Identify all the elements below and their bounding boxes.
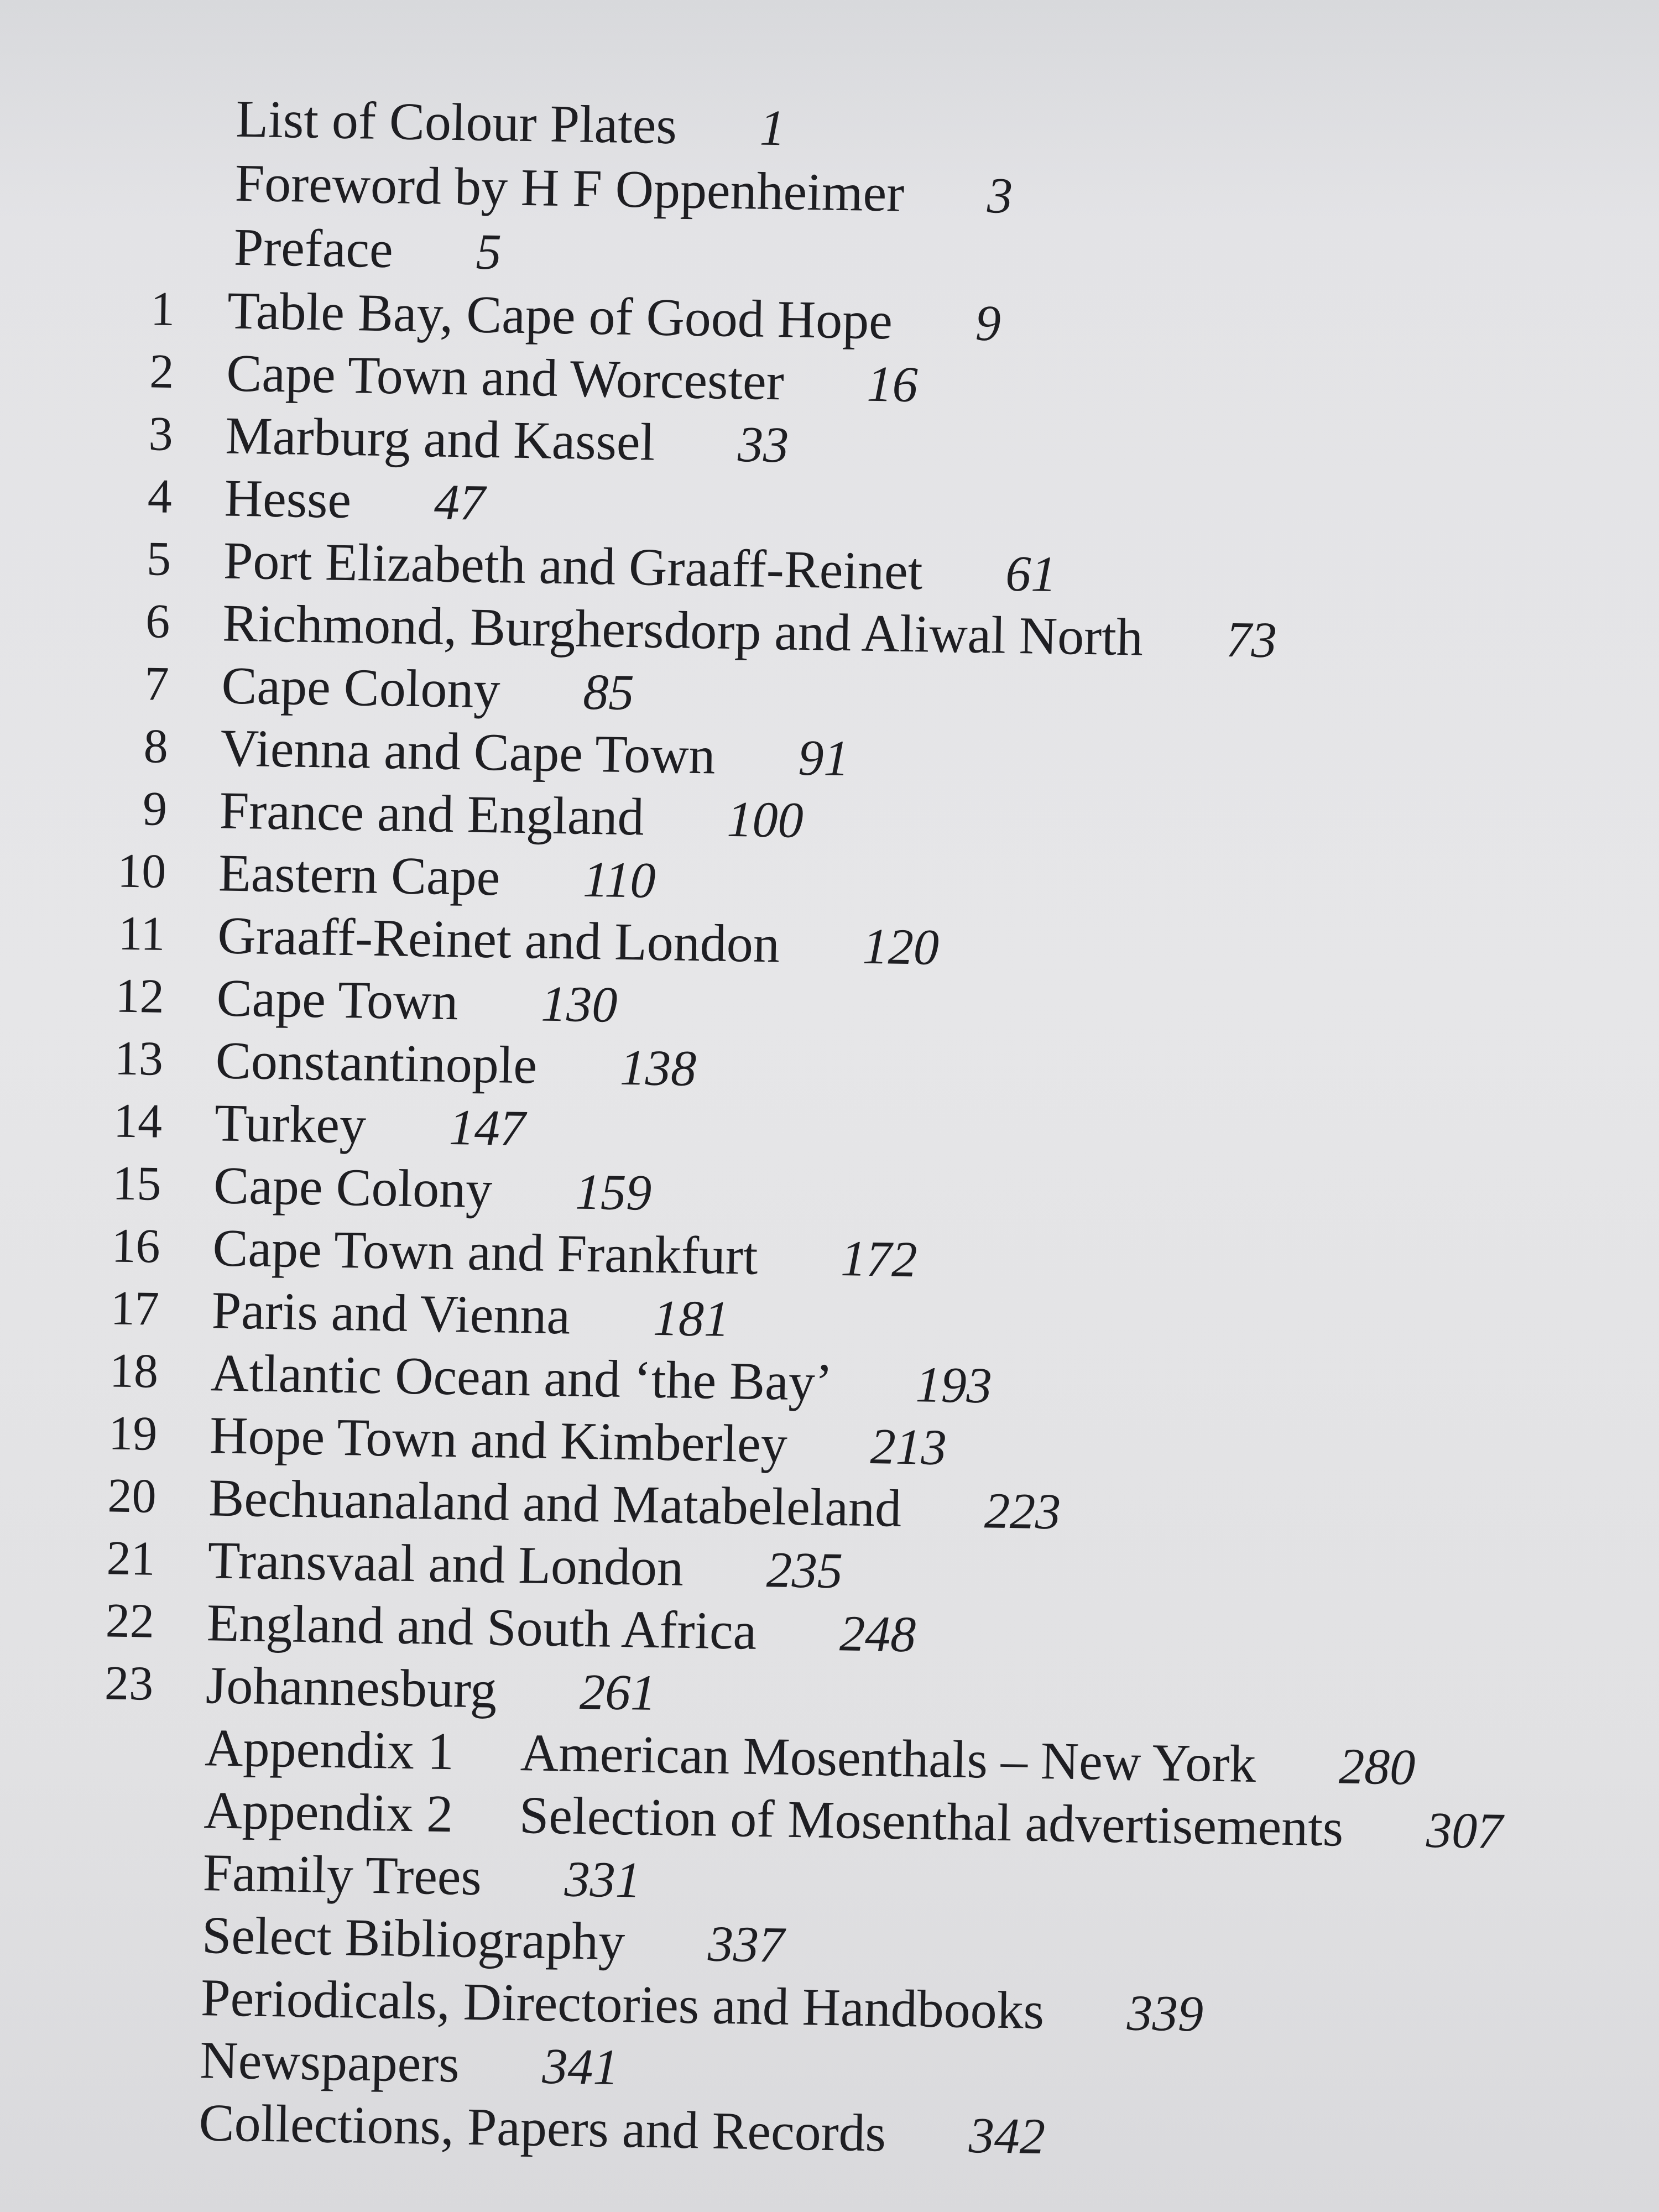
appendix-label: Appendix 1	[204, 1718, 455, 1781]
chapter-number: 19	[108, 1406, 158, 1461]
entry-title: Transvaal and London	[207, 1530, 684, 1597]
table-of-contents	[0, 83, 1657, 2176]
entry-title: List of Colour Plates	[235, 88, 677, 155]
entry-page-number: 339	[1126, 1984, 1204, 2042]
entry-title: Bechuanaland and Matabeleland	[208, 1468, 902, 1538]
chapter-number: 14	[113, 1094, 163, 1149]
entry-page-number: 248	[839, 1605, 917, 1663]
chapter-number: 9	[142, 782, 168, 836]
entry-title: France and England	[219, 780, 645, 847]
entry-page-number: 331	[564, 1850, 641, 1908]
entry-title: Cape Colony	[221, 655, 501, 719]
entry-page-number: 261	[579, 1663, 657, 1721]
entry-page-number: 33	[737, 416, 790, 473]
entry-title: Cape Town and Worcester	[226, 343, 785, 411]
entry-page-number: 47	[434, 473, 486, 531]
chapter-number: 7	[144, 657, 170, 711]
entry-title: Selection of Mosenthal advertisements	[519, 1785, 1344, 1858]
entry-page-number: 73	[1225, 611, 1277, 669]
entry-page-number: 337	[707, 1915, 785, 1973]
entry-title: Eastern Cape	[218, 843, 501, 907]
chapter-number: 15	[112, 1156, 162, 1211]
entry-page-number: 3	[987, 167, 1013, 224]
entry-page-number: 235	[766, 1541, 843, 1599]
entry-page-number: 61	[1005, 545, 1057, 603]
entry-title: England and South Africa	[206, 1593, 758, 1661]
entry-title: Foreword by H F Oppenheimer	[234, 153, 905, 223]
entry-page-number: 85	[582, 663, 635, 721]
entry-title: Select Bibliography	[201, 1905, 626, 1971]
chapter-number: 3	[148, 407, 174, 462]
chapter-number: 13	[114, 1031, 164, 1086]
entry-page-number: 213	[869, 1418, 947, 1476]
entry-page-number: 138	[619, 1039, 697, 1097]
entry-title: Port Elizabeth and Graaff-Reinet	[223, 530, 924, 601]
entry-title: Periodicals, Directories and Handbooks	[200, 1968, 1045, 2041]
entry-page-number: 5	[475, 223, 502, 280]
chapter-number: 8	[143, 719, 169, 774]
entry-page-number: 307	[1426, 1801, 1504, 1860]
entry-title: Atlantic Ocean and ‘the Bay’	[210, 1343, 833, 1412]
chapter-number: 16	[111, 1219, 161, 1274]
entry-title: Family Trees	[202, 1843, 482, 1907]
entry-page-number: 147	[448, 1099, 526, 1157]
chapter-number: 18	[109, 1344, 159, 1399]
chapter-number: 22	[105, 1594, 155, 1648]
entry-page-number: 342	[968, 2107, 1046, 2165]
entry-page-number: 120	[862, 917, 940, 975]
entry-page-number: 100	[726, 790, 804, 848]
chapter-number: 10	[117, 844, 167, 899]
entry-page-number: 1	[759, 99, 786, 156]
entry-title: Graaff-Reinet and London	[217, 905, 780, 974]
entry-title: Hesse	[224, 468, 352, 530]
entry-title: Marburg and Kassel	[225, 405, 656, 472]
entry-page-number: 172	[840, 1230, 918, 1288]
entry-title: Cape Town and Frankfurt	[212, 1218, 759, 1286]
chapter-number: 11	[118, 906, 166, 961]
entry-page-number: 16	[866, 355, 919, 413]
chapter-number: 23	[104, 1656, 154, 1711]
entry-title: Hope Town and Kimberley	[209, 1405, 788, 1474]
chapter-number: 1	[150, 282, 176, 337]
chapter-number: 12	[114, 969, 165, 1024]
appendix-label: Appendix 2	[203, 1780, 454, 1844]
entry-title: Newspapers	[199, 2030, 460, 2094]
entry-title: Vienna and Cape Town	[220, 718, 716, 785]
entry-page-number: 110	[582, 851, 656, 909]
chapter-number: 6	[145, 594, 171, 649]
entry-title: Richmond, Burghersdorp and Aliwal North	[222, 593, 1144, 667]
entry-page-number: 91	[797, 729, 850, 787]
entry-title: American Mosenthals – New York	[520, 1723, 1257, 1794]
entry-title: Paris and Vienna	[211, 1280, 571, 1345]
entry-page-number: 9	[974, 294, 1001, 352]
chapter-number: 2	[149, 345, 175, 399]
chapter-number: 17	[110, 1281, 160, 1336]
entry-title: Cape Town	[216, 968, 459, 1031]
entry-title: Turkey	[214, 1093, 367, 1155]
entry-page-number: 280	[1338, 1738, 1416, 1796]
entry-title: Table Bay, Cape of Good Hope	[227, 280, 893, 351]
entry-title: Collections, Papers and Records	[198, 2093, 886, 2163]
entry-page-number: 341	[541, 2037, 619, 2096]
chapter-number: 5	[146, 532, 171, 586]
entry-page-number: 130	[540, 975, 618, 1033]
chapter-number: 21	[106, 1531, 156, 1586]
entry-page-number: 181	[653, 1289, 730, 1348]
chapter-number: 4	[147, 469, 173, 524]
entry-title: Johannesburg	[205, 1655, 498, 1719]
entry-page-number: 223	[984, 1482, 1061, 1540]
entry-page-number: 159	[575, 1163, 653, 1221]
entry-title: Constantinople	[215, 1030, 538, 1095]
chapter-number: 20	[107, 1469, 157, 1524]
entry-title: Cape Colony	[213, 1155, 493, 1219]
entry-page-number: 193	[915, 1356, 993, 1414]
entry-title: Preface	[233, 217, 394, 279]
